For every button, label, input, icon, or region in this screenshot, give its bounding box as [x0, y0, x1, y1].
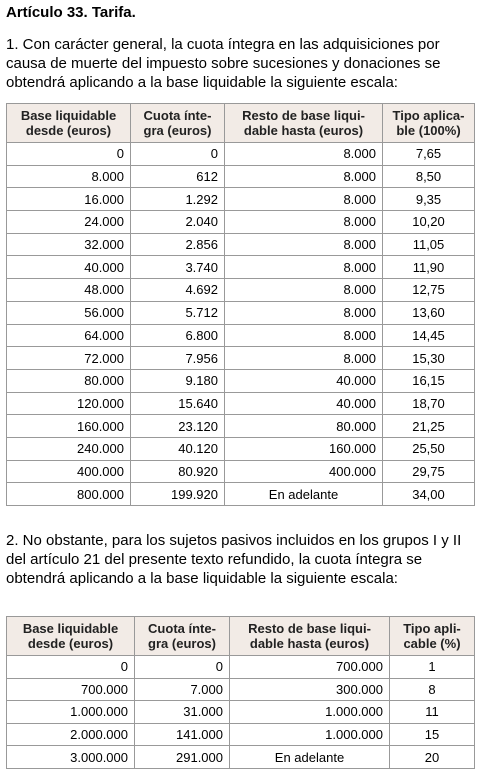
- cell-resto-base: 40.000: [225, 369, 383, 392]
- article-title: Artículo 33. Tarifa.: [6, 4, 136, 21]
- cell-resto-base: 8.000: [225, 324, 383, 347]
- table-row: [7, 701, 475, 724]
- cell-base-desde: 48.000: [7, 279, 131, 302]
- table-row: [7, 483, 475, 506]
- column-header-cuota: Cuota ínte-gra (euros): [131, 104, 225, 143]
- table-row: [7, 233, 475, 256]
- cell-tipo: 8,50: [383, 165, 475, 188]
- paragraph-general-rate: 1. Con carácter general, la cuota íntegra en las adquisiciones por causa de muerte del impuesto sobre sucesiones y donaciones se obtendrá aplicando a la base liquidable la siguiente escala:: [6, 36, 441, 91]
- cell-base-desde: 700.000: [7, 678, 135, 701]
- cell-cuota-integra: 199.920: [131, 483, 225, 506]
- cell-resto-base: En adelante: [225, 483, 383, 506]
- cell-tipo: 9,35: [383, 188, 475, 211]
- cell-resto-base: 8.000: [225, 143, 383, 166]
- cell-cuota-integra: 3.740: [131, 256, 225, 279]
- cell-cuota-integra: 2.856: [131, 233, 225, 256]
- cell-tipo: 12,75: [383, 279, 475, 302]
- column-header-tipo: Tipo aplica-ble (100%): [383, 104, 475, 143]
- column-header-base: Base liquidable desde (euros): [7, 617, 135, 656]
- rate-table-general: [6, 103, 475, 506]
- cell-base-desde: 56.000: [7, 301, 131, 324]
- cell-base-desde: 400.000: [7, 460, 131, 483]
- cell-resto-base: 8.000: [225, 188, 383, 211]
- cell-cuota-integra: 141.000: [135, 723, 230, 746]
- cell-resto-base: 8.000: [225, 279, 383, 302]
- cell-base-desde: 0: [7, 656, 135, 679]
- table-body: [7, 656, 475, 769]
- cell-base-desde: 1.000.000: [7, 701, 135, 724]
- cell-base-desde: 80.000: [7, 369, 131, 392]
- cell-tipo: 15,30: [383, 347, 475, 370]
- table-row: [7, 437, 475, 460]
- table-row: [7, 460, 475, 483]
- table-row: [7, 256, 475, 279]
- cell-cuota-integra: 0: [131, 143, 225, 166]
- cell-cuota-integra: 7.956: [131, 347, 225, 370]
- cell-base-desde: 800.000: [7, 483, 131, 506]
- cell-resto-base: 8.000: [225, 211, 383, 234]
- cell-cuota-integra: 6.800: [131, 324, 225, 347]
- cell-tipo: 7,65: [383, 143, 475, 166]
- table-row: [7, 392, 475, 415]
- cell-base-desde: 0: [7, 143, 131, 166]
- cell-base-desde: 72.000: [7, 347, 131, 370]
- rate-table-groups: [6, 616, 475, 769]
- cell-base-desde: 3.000.000: [7, 746, 135, 769]
- cell-resto-base: 400.000: [225, 460, 383, 483]
- cell-tipo: 11,90: [383, 256, 475, 279]
- column-header-base: Base liquidable desde (euros): [7, 104, 131, 143]
- cell-tipo: 34,00: [383, 483, 475, 506]
- table-row: [7, 211, 475, 234]
- column-header-cuota: Cuota ínte-gra (euros): [135, 617, 230, 656]
- cell-tipo: 10,20: [383, 211, 475, 234]
- cell-base-desde: 24.000: [7, 211, 131, 234]
- cell-base-desde: 8.000: [7, 165, 131, 188]
- cell-base-desde: 240.000: [7, 437, 131, 460]
- column-header-resto: Resto de base liqui-dable hasta (euros): [230, 617, 390, 656]
- cell-cuota-integra: 9.180: [131, 369, 225, 392]
- table-row: [7, 678, 475, 701]
- cell-tipo: 18,70: [383, 392, 475, 415]
- cell-tipo: 11,05: [383, 233, 475, 256]
- cell-cuota-integra: 1.292: [131, 188, 225, 211]
- cell-tipo: 1: [390, 656, 475, 679]
- cell-cuota-integra: 5.712: [131, 301, 225, 324]
- table-row: [7, 746, 475, 769]
- cell-resto-base: 8.000: [225, 165, 383, 188]
- table-row: [7, 347, 475, 370]
- cell-tipo: 29,75: [383, 460, 475, 483]
- cell-resto-base: 8.000: [225, 347, 383, 370]
- cell-cuota-integra: 31.000: [135, 701, 230, 724]
- cell-resto-base: En adelante: [230, 746, 390, 769]
- cell-base-desde: 64.000: [7, 324, 131, 347]
- cell-resto-base: 160.000: [225, 437, 383, 460]
- cell-cuota-integra: 15.640: [131, 392, 225, 415]
- cell-cuota-integra: 291.000: [135, 746, 230, 769]
- cell-base-desde: 120.000: [7, 392, 131, 415]
- cell-tipo: 14,45: [383, 324, 475, 347]
- cell-tipo: 15: [390, 723, 475, 746]
- cell-tipo: 20: [390, 746, 475, 769]
- cell-resto-base: 8.000: [225, 256, 383, 279]
- cell-base-desde: 16.000: [7, 188, 131, 211]
- cell-tipo: 11: [390, 701, 475, 724]
- cell-base-desde: 2.000.000: [7, 723, 135, 746]
- table-row: [7, 188, 475, 211]
- cell-tipo: 25,50: [383, 437, 475, 460]
- paragraph-groups-rate: 2. No obstante, para los sujetos pasivos incluidos en los grupos I y II del artículo 21 del presente texto refundido, la cuota íntegra se obtendrá aplicando a la base liquidable la siguiente escala:: [6, 532, 462, 587]
- cell-base-desde: 160.000: [7, 415, 131, 438]
- cell-base-desde: 32.000: [7, 233, 131, 256]
- cell-cuota-integra: 40.120: [131, 437, 225, 460]
- table-header-row: [7, 617, 475, 656]
- cell-cuota-integra: 7.000: [135, 678, 230, 701]
- column-header-tipo: Tipo apli-cable (%): [390, 617, 475, 656]
- table-row: [7, 369, 475, 392]
- cell-resto-base: 80.000: [225, 415, 383, 438]
- cell-tipo: 8: [390, 678, 475, 701]
- cell-cuota-integra: 4.692: [131, 279, 225, 302]
- table-row: [7, 415, 475, 438]
- cell-resto-base: 300.000: [230, 678, 390, 701]
- cell-cuota-integra: 2.040: [131, 211, 225, 234]
- cell-resto-base: 8.000: [225, 233, 383, 256]
- table-row: [7, 301, 475, 324]
- table-row: [7, 656, 475, 679]
- column-header-resto: Resto de base liqui-dable hasta (euros): [225, 104, 383, 143]
- cell-tipo: 16,15: [383, 369, 475, 392]
- table-header-row: [7, 104, 475, 143]
- cell-cuota-integra: 80.920: [131, 460, 225, 483]
- cell-resto-base: 700.000: [230, 656, 390, 679]
- cell-resto-base: 8.000: [225, 301, 383, 324]
- cell-resto-base: 1.000.000: [230, 701, 390, 724]
- table-row: [7, 723, 475, 746]
- table-body: [7, 143, 475, 506]
- cell-cuota-integra: 23.120: [131, 415, 225, 438]
- cell-resto-base: 1.000.000: [230, 723, 390, 746]
- table-row: [7, 324, 475, 347]
- cell-resto-base: 40.000: [225, 392, 383, 415]
- cell-tipo: 13,60: [383, 301, 475, 324]
- cell-cuota-integra: 0: [135, 656, 230, 679]
- cell-base-desde: 40.000: [7, 256, 131, 279]
- table-row: [7, 279, 475, 302]
- cell-tipo: 21,25: [383, 415, 475, 438]
- table-row: [7, 165, 475, 188]
- cell-cuota-integra: 612: [131, 165, 225, 188]
- table-row: [7, 143, 475, 166]
